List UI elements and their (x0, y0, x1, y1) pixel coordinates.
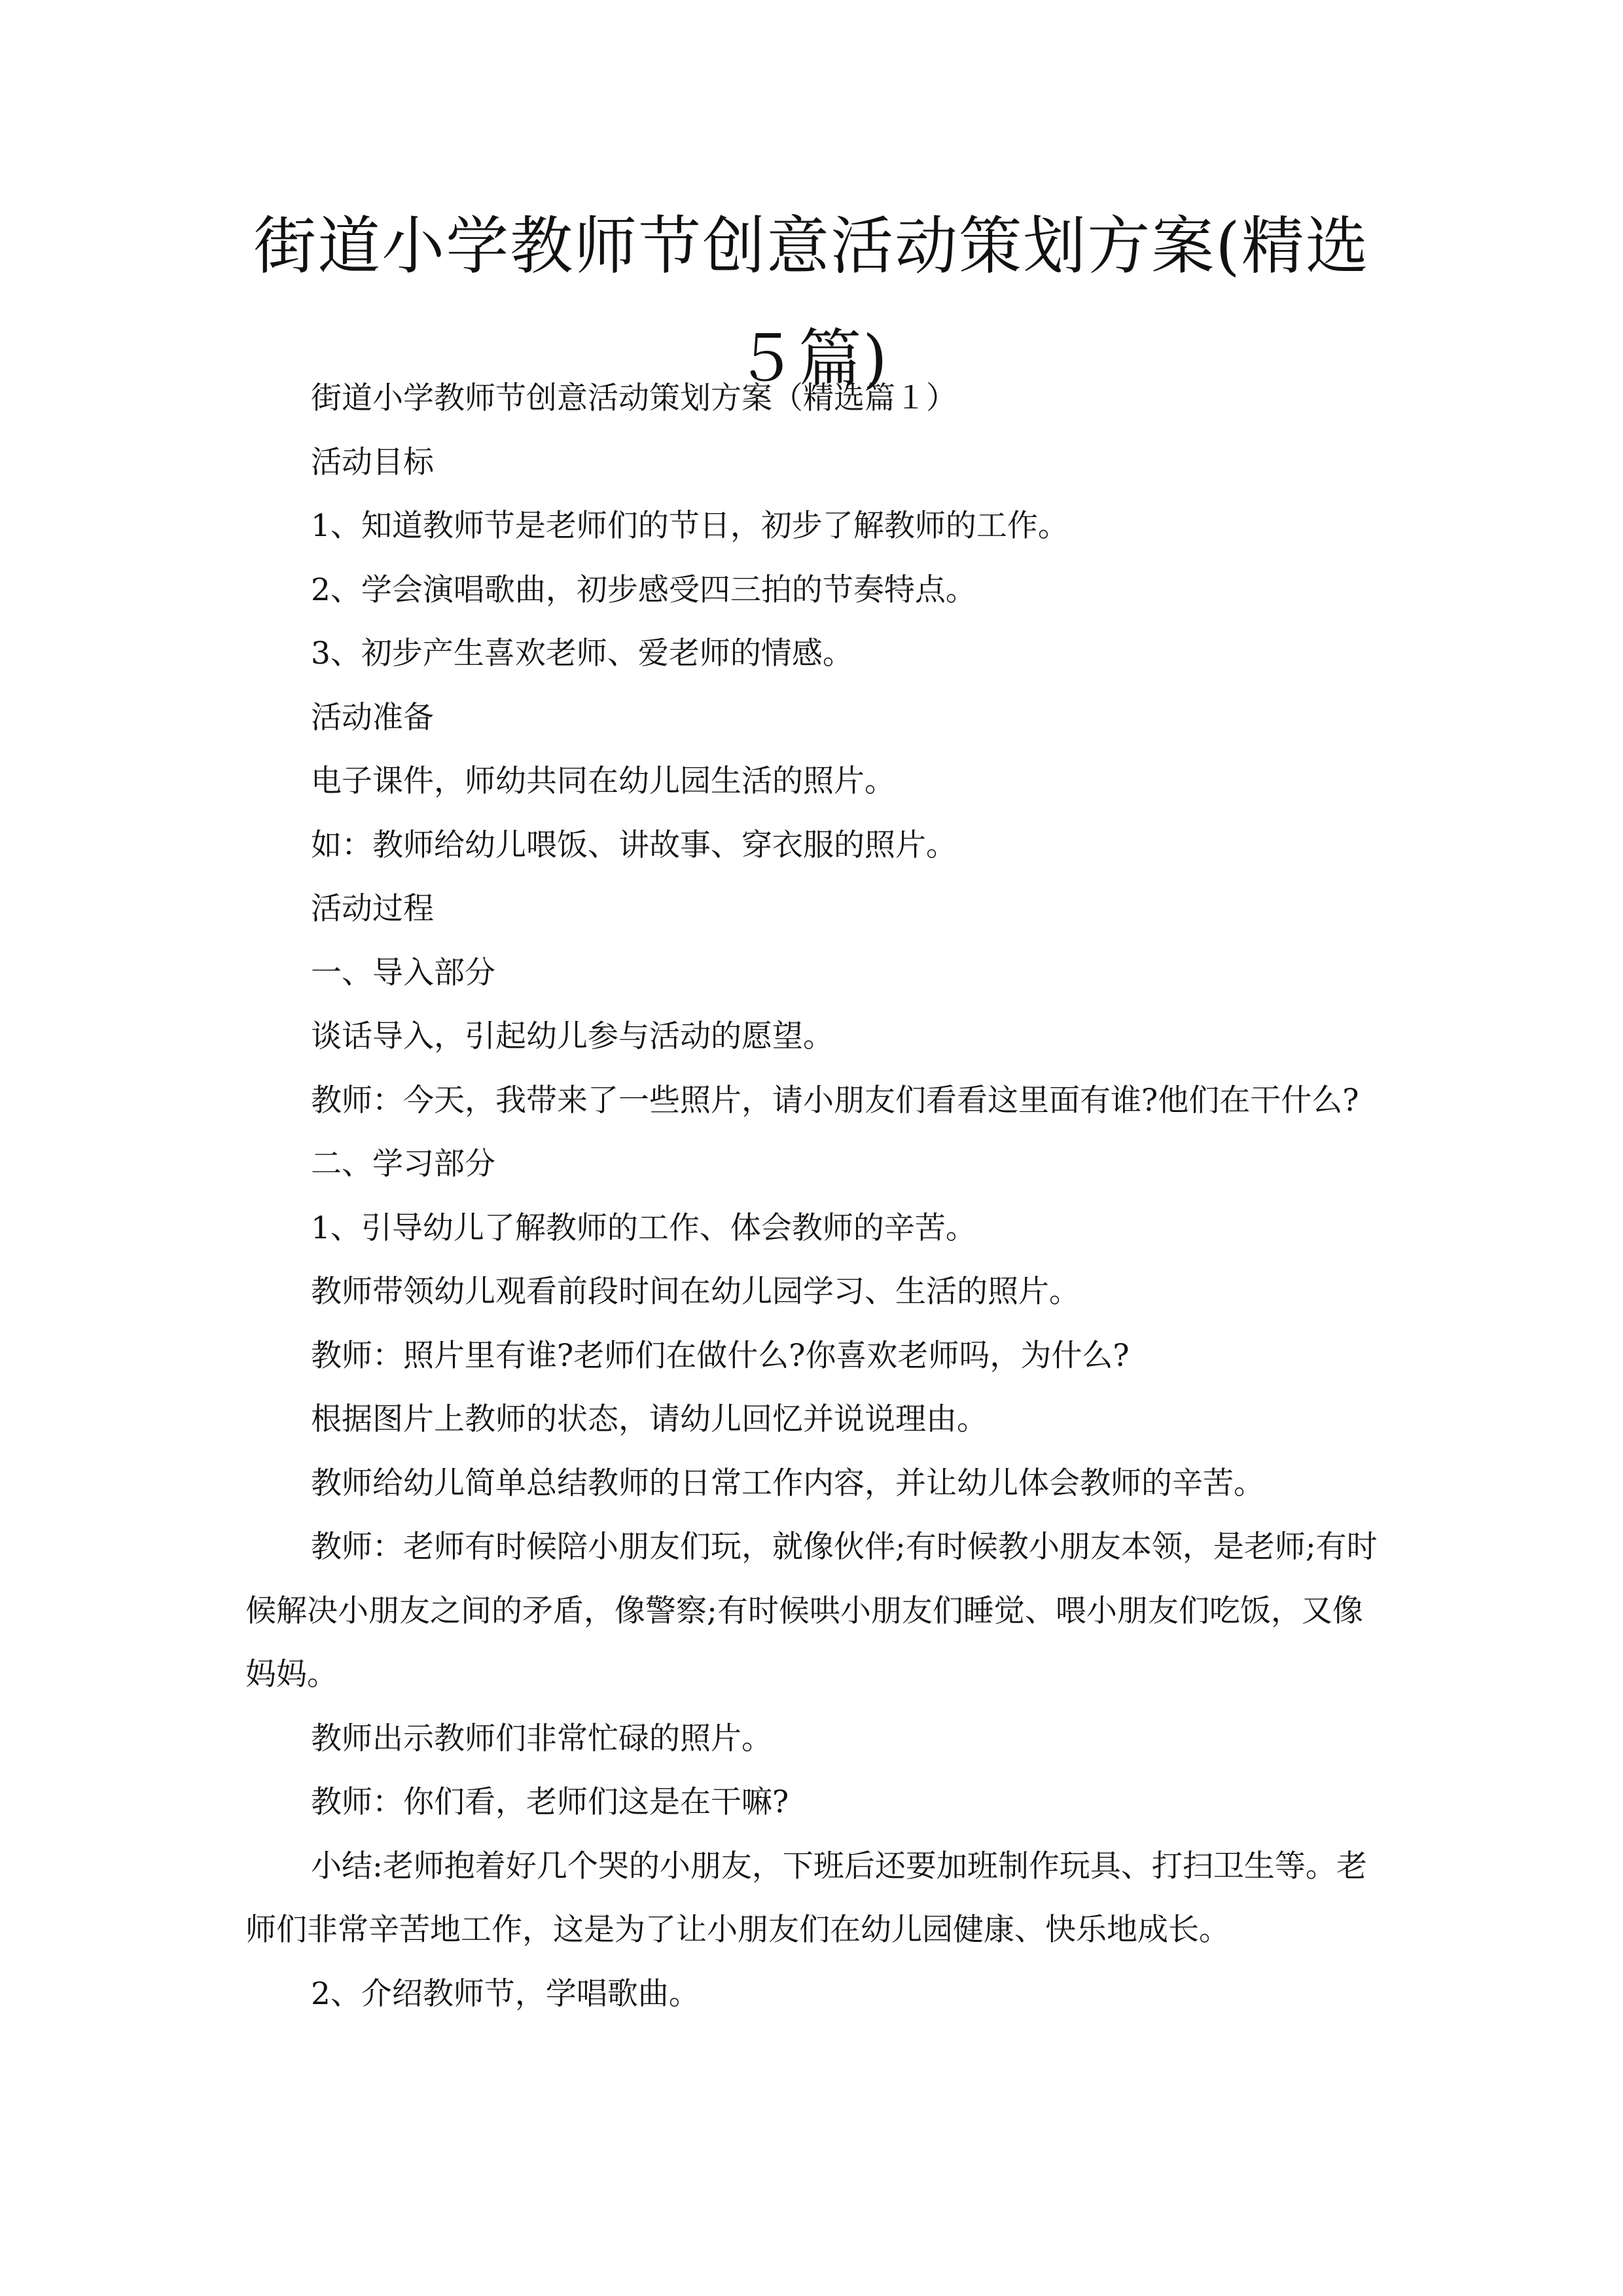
subheading-learning: 二、学习部分 (311, 1146, 495, 1182)
paragraph: 教师：老师有时候陪小朋友们玩，就像伙伴;有时候教小朋友本领，是老师;有时候解决小朋友之间的矛盾，像警察;有时候哄小朋友们睡觉、喂小朋友们吃饭，又像妈妈。 (245, 1529, 1378, 1693)
section-heading: 街道小学教师节创意活动策划方案（精选篇１） (311, 380, 957, 416)
paragraph: 2、介绍教师节，学唱歌曲。 (311, 1975, 700, 2012)
paragraph: 教师出示教师们非常忙碌的照片。 (311, 1720, 772, 1757)
paragraph: 谈话导入，引起幼儿参与活动的愿望。 (311, 1018, 834, 1054)
subheading-activity-goals: 活动目标 (311, 444, 434, 480)
document-title: 街道小学教师节创意活动策划方案(精选５篇) (253, 209, 1370, 395)
subheading-activity-process: 活动过程 (311, 891, 434, 927)
document-body (245, 367, 1378, 2026)
paragraph: 教师：照片里有谁?老师们在做什么?你喜欢老师吗，为什么? (311, 1337, 1130, 1374)
subheading-introduction: 一、导入部分 (311, 954, 495, 991)
paragraph: 1、引导幼儿了解教师的工作、体会教师的辛苦。 (311, 1210, 976, 1246)
paragraph: 3、初步产生喜欢老师、爱老师的情感。 (311, 636, 853, 672)
paragraph: 小结:老师抱着好几个哭的小朋友，下班后还要加班制作玩具、打扫卫生等。老师们非常辛苦地工作，这是为了让小朋友们在幼儿园健康、快乐地成长。 (245, 1848, 1367, 1948)
paragraph: 教师带领幼儿观看前段时间在幼儿园学习、生活的照片。 (311, 1274, 1080, 1310)
paragraph: 根据图片上教师的状态，请幼儿回忆并说说理由。 (311, 1401, 988, 1437)
paragraph: 教师：今天，我带来了一些照片，请小朋友们看看这里面有谁?他们在干什么? (311, 1082, 1359, 1119)
paragraph: 2、学会演唱歌曲，初步感受四三拍的节奏特点。 (311, 571, 976, 608)
paragraph: 如：教师给幼儿喂饭、讲故事、穿衣服的照片。 (311, 827, 957, 863)
paragraph: 教师：你们看，老师们这是在干嘛? (311, 1784, 789, 1820)
paragraph: 1、知道教师节是老师们的节日，初步了解教师的工作。 (311, 508, 1069, 544)
paragraph: 电子课件，师幼共同在幼儿园生活的照片。 (311, 763, 895, 799)
paragraph: 教师给幼儿简单总结教师的日常工作内容，并让幼儿体会教师的辛苦。 (311, 1465, 1264, 1501)
subheading-activity-preparation: 活动准备 (311, 699, 434, 736)
